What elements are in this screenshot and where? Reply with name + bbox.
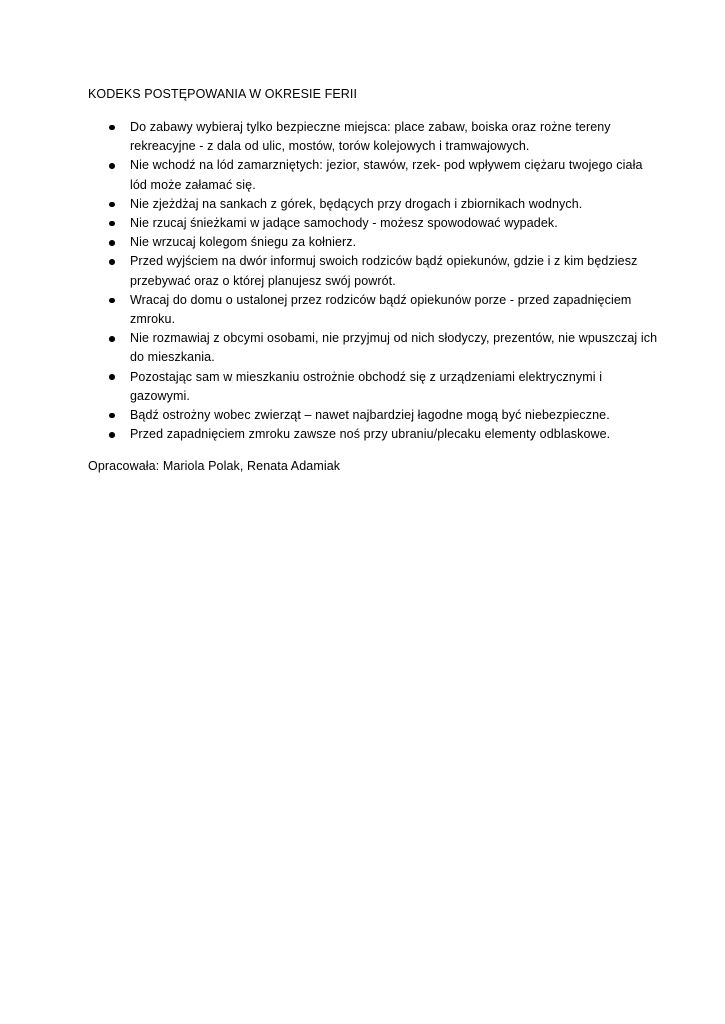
rule-text-line: Nie zjeżdżaj na sankach z górek, będących przy drogach i zbiornikach wodnych.	[130, 196, 583, 211]
rule-text-line: rekreacyjne - z dala od ulic, mostów, torów kolejowych i tramwajowych.	[130, 139, 530, 154]
rule-text-line: lód może załamać się.	[130, 177, 256, 192]
rule-text-line: Przed wyjściem na dwór informuj swoich rodziców bądź opiekunów, gdzie i z kim będziesz	[130, 254, 638, 269]
bullet-icon	[109, 413, 115, 419]
bullet-icon	[109, 202, 115, 208]
author-credit: Opracowała: Mariola Polak, Renata Adamiak	[88, 459, 341, 473]
bullet-icon	[109, 432, 115, 438]
rule-text-line: Do zabawy wybieraj tylko bezpieczne miejsca: place zabaw, boiska oraz rożne tereny	[130, 120, 611, 134]
rule-text-line: Pozostając sam w mieszkaniu ostrożnie obchodź się z urządzeniami elektrycznymi i	[130, 369, 603, 384]
rule-text-line: Nie rozmawiaj z obcymi osobami, nie przyjmuj od nich słodyczy, prezentów, nie wpuszczaj ich	[130, 331, 658, 346]
rule-item	[88, 195, 648, 214]
rule-item	[88, 406, 648, 425]
rule-item	[88, 368, 648, 406]
rule-item	[88, 156, 648, 194]
rule-text-line: Bądź ostrożny wobec zwierząt – nawet najbardziej łagodne mogą być niebezpieczne.	[130, 408, 610, 423]
bullet-icon	[109, 125, 115, 131]
bullet-icon	[109, 221, 115, 227]
rule-item	[88, 291, 648, 329]
bullet-icon	[109, 298, 115, 304]
rule-text-line: przebywać oraz o której planujesz swój powrót.	[130, 273, 396, 288]
bullet-icon	[109, 374, 115, 380]
rules-list	[88, 118, 658, 444]
rule-item	[88, 329, 658, 367]
rule-text-line: Przed zapadnięciem zmroku zawsze noś przy ubraniu/plecaku elementy odblaskowe.	[130, 427, 611, 442]
rule-item	[88, 233, 648, 252]
rule-text-line: Nie wrzucaj kolegom śniegu za kołnierz.	[130, 235, 357, 250]
rule-text-line: gazowymi.	[130, 388, 190, 403]
rule-text-line: do mieszkania.	[130, 350, 215, 365]
bullet-icon	[109, 259, 115, 265]
document-title: KODEKS POSTĘPOWANIA W OKRESIE FERII	[88, 87, 358, 101]
bullet-icon	[109, 163, 115, 169]
rule-text-line: zmroku.	[130, 312, 176, 327]
rule-item	[88, 252, 648, 290]
bullet-icon	[109, 240, 115, 246]
rule-text-line: Wracaj do domu o ustalonej przez rodziców bądź opiekunów porze - przed zapadnięciem	[130, 292, 632, 307]
rule-item	[88, 118, 648, 156]
rule-item	[88, 214, 648, 233]
rule-text-line: Nie wchodź na lód zamarzniętych: jezior, stawów, rzek- pod wpływem ciężaru twojego ciała	[130, 158, 643, 173]
rule-item	[88, 425, 648, 444]
bullet-icon	[109, 336, 115, 342]
rule-text-line: Nie rzucaj śnieżkami w jadące samochody - możesz spowodować wypadek.	[130, 216, 558, 231]
